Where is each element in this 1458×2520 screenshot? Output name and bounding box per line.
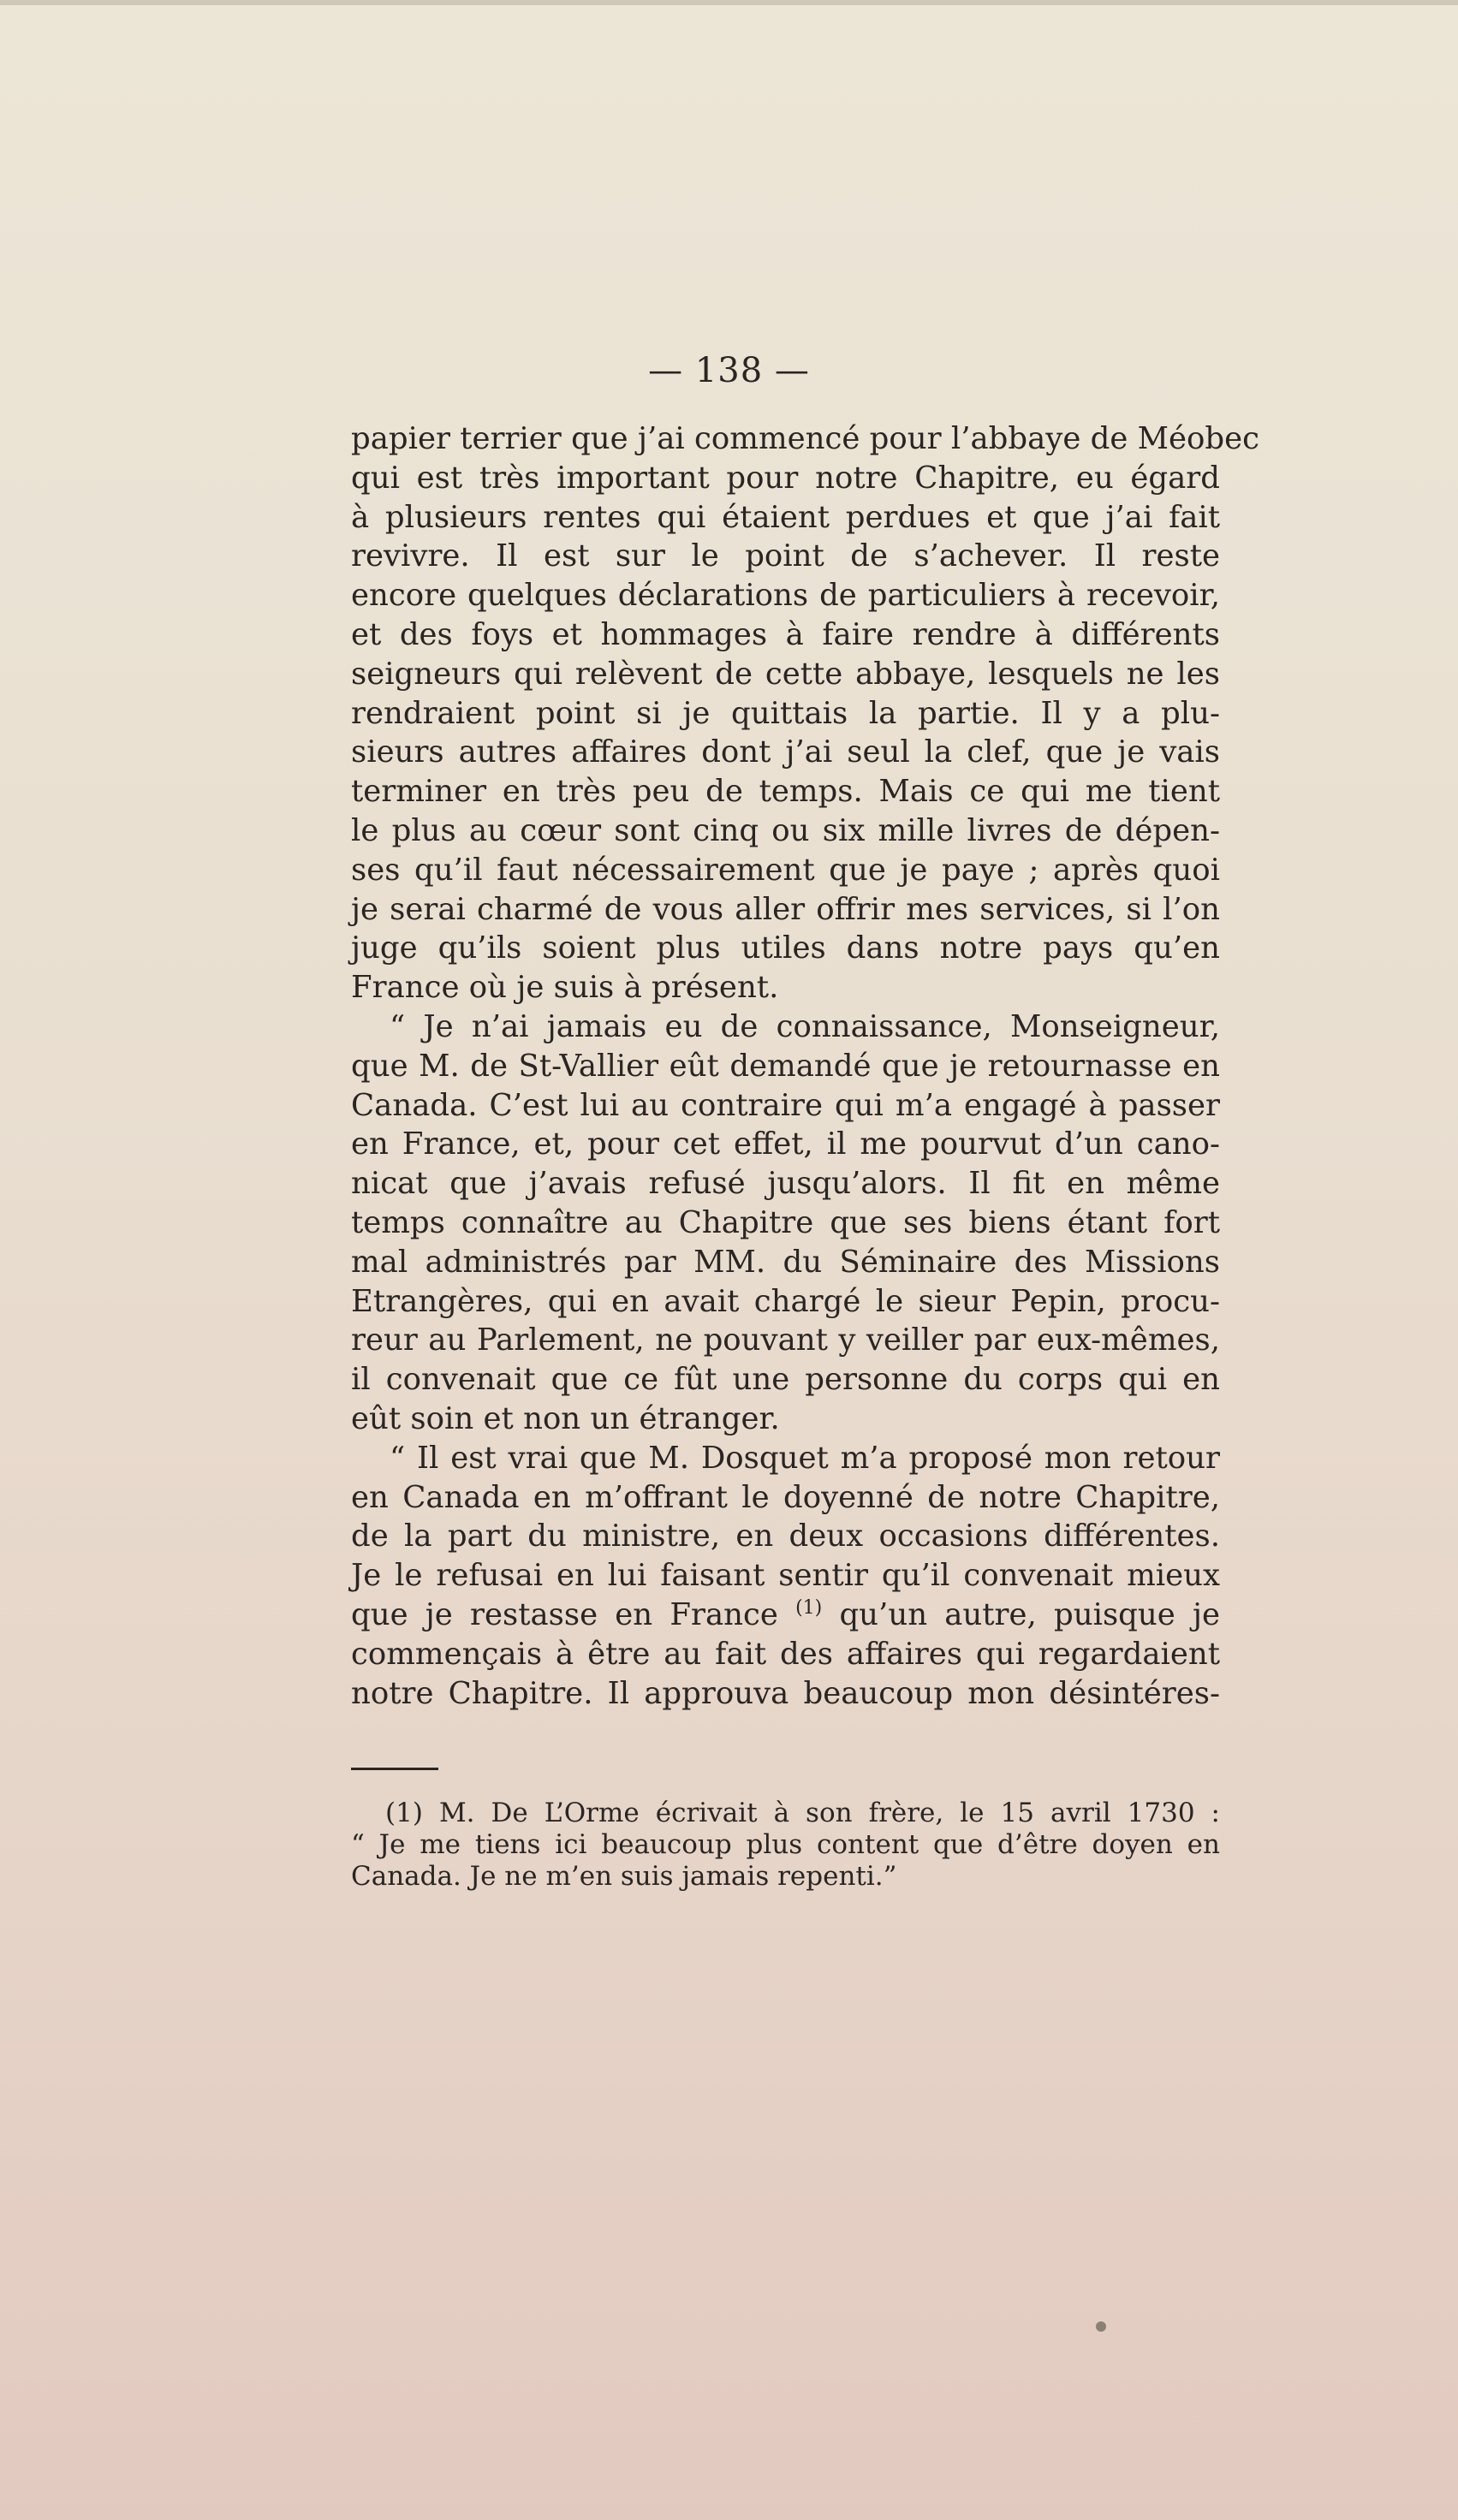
body-line: sieurs autres affaires dont j’ai seul la clef, que je vais [351, 734, 1220, 770]
footnote-divider [351, 1768, 438, 1770]
body-line-with-footnote-ref [351, 1596, 1220, 1635]
footnote-line: “ Je me tiens ici beaucoup plus content que d’être doyen en [351, 1829, 1220, 1860]
body-line: Etrangères, qui en avait chargé le sieur Pepin, procu- [351, 1283, 1220, 1319]
body-line: ses qu’il faut nécessairement que je paye ; après quoi [351, 852, 1220, 888]
body-line: France où je suis à présent. [351, 970, 779, 1006]
body-line: en France, et, pour cet effet, il me pourvut d’un cano- [351, 1126, 1220, 1162]
body-line: temps connaître au Chapitre que ses biens étant fort [351, 1204, 1220, 1240]
body-line: “ Il est vrai que M. Dosquet m’a proposé mon retour [390, 1440, 1220, 1476]
body-line: mal administrés par MM. du Séminaire des Missions [351, 1244, 1220, 1280]
body-line: Canada. C’est lui au contraire qui m’a engagé à passer [351, 1087, 1220, 1123]
body-line: papier terrier que j’ai commencé pour l’abbaye de Méobec [351, 421, 1260, 456]
body-line: juge qu’ils soient plus utiles dans notre pays qu’en [351, 930, 1220, 966]
body-line: “ Je n’ai jamais eu de connaissance, Monseigneur, [390, 1008, 1220, 1044]
body-line-start: que je restasse en France [351, 1596, 778, 1632]
body-line: qui est très important pour notre Chapitre, eu égard [351, 460, 1220, 496]
body-line: je serai charmé de vous aller offrir mes services, si l’on [351, 891, 1220, 927]
body-line: revivre. Il est sur le point de s’achever. Il reste [351, 538, 1220, 574]
page-number: — 138 — [648, 351, 810, 390]
body-line: que M. de St-Vallier eût demandé que je retournasse en [351, 1048, 1220, 1084]
page-top-edge [0, 0, 1458, 5]
body-line: commençais à être au fait des affaires qui regardaient [351, 1636, 1220, 1672]
footnote-line: Canada. Je ne m’en suis jamais repenti.” [351, 1861, 897, 1892]
body-line: reur au Parlement, ne pouvant y veiller par eux-mêmes, [351, 1322, 1220, 1358]
footnote-text: M. De L’Orme écrivait à son frère, le 15 avril 1730 : [438, 1798, 1220, 1828]
body-line: seigneurs qui relèvent de cette abbaye, lesquels ne les [351, 656, 1220, 692]
body-text [351, 419, 1260, 1713]
body-line: il convenait que ce fût une personne du corps qui en [351, 1362, 1220, 1398]
body-line: notre Chapitre. Il approuva beaucoup mon désintéres- [351, 1675, 1220, 1711]
body-line: terminer en très peu de temps. Mais ce qui me tient [351, 774, 1220, 810]
footnote [351, 1798, 1220, 1893]
body-line: nicat que j’avais refusé jusqu’alors. Il fit en même [351, 1166, 1220, 1202]
body-line: de la part du ministre, en deux occasions différentes. [351, 1519, 1220, 1554]
footnote-marker: (1) [385, 1798, 423, 1828]
body-line: encore quelques déclarations de particuliers à recevoir, [351, 578, 1220, 614]
body-line-end: qu’un autre, puisque je [839, 1596, 1220, 1632]
body-line: en Canada en m’offrant le doyenné de notre Chapitre, [351, 1479, 1220, 1515]
footnote-line [351, 1798, 1220, 1829]
body-line: rendraient point si je quittais la partie. Il y a plu- [351, 695, 1220, 731]
body-line: Je le refusai en lui faisant sentir qu’il convenait mieux [351, 1558, 1220, 1594]
body-line: et des foys et hommages à faire rendre à différents [351, 616, 1220, 652]
body-line: le plus au cœur sont cinq ou six mille livres de dépen- [351, 812, 1220, 848]
footnote-reference: (1) [795, 1597, 823, 1620]
paper-speck [1096, 2321, 1106, 2332]
body-line: à plusieurs rentes qui étaient perdues et que j’ai fait [351, 499, 1220, 535]
body-line: eût soin et non un étranger. [351, 1400, 780, 1436]
